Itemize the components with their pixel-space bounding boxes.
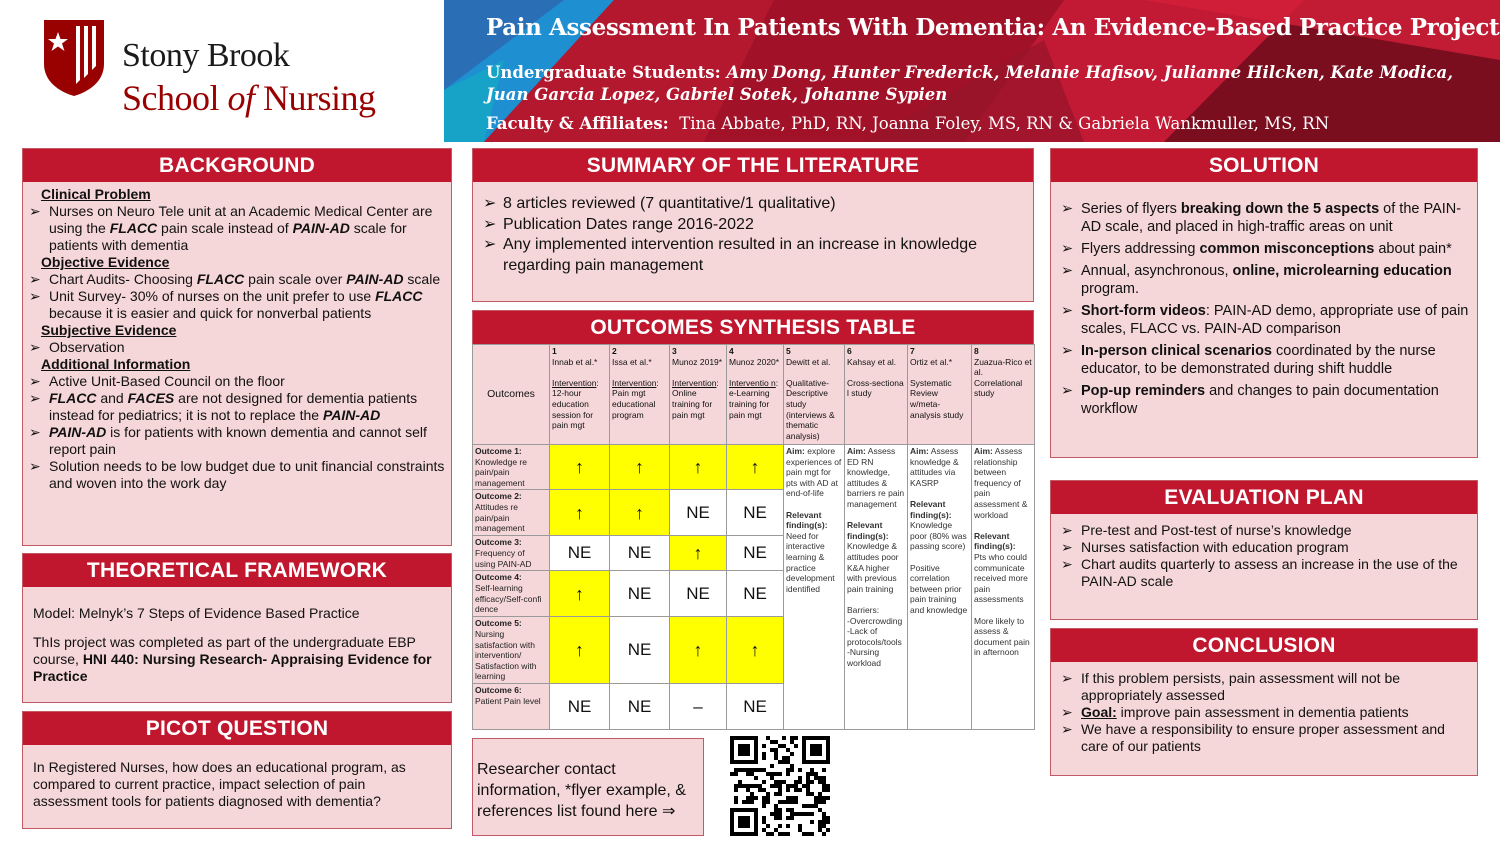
solution-item: ➢ Annual, asynchronous, online, microlearning education program. xyxy=(1059,262,1469,298)
outcome-value: ↑ xyxy=(550,571,610,617)
study-header: 6 Kahsay et al. Cross-sectiona l study xyxy=(845,345,908,445)
solution-item: ➢ In-person clinical scenarios coordinated by the nurse educator, to be demonstrated during shift huddle xyxy=(1059,342,1469,378)
outcome-value: NE xyxy=(610,617,670,684)
conclusion-item: ➢ We have a responsibility to ensure proper assessment and care of our patients xyxy=(1059,721,1469,755)
study-notes: Aim: Assess relationship between frequency of pain assessment & workload Relevant finding(s): Pts who could communicate received more pain assessments More likely to assess & document pain in afternoon xyxy=(972,445,1035,730)
subjective-item: ➢ Observation xyxy=(27,339,445,356)
outcome-value: ↑ xyxy=(727,445,784,490)
solution-item: ➢ Series of flyers breaking down the 5 aspects of the PAIN-AD scale, and placed in high-traffic areas on unit xyxy=(1059,200,1469,236)
outcome-label: Outcome 1: Knowledge re pain/pain management xyxy=(473,445,550,490)
logo-subtitle: School of Nursing xyxy=(122,78,376,118)
outcome-value: NE xyxy=(670,490,727,536)
title-banner xyxy=(444,0,1500,142)
study-header: 1 Innab et al.* Intervention: 12-hour education session for pain mgt xyxy=(550,345,610,445)
outcome-value: ↑ xyxy=(670,617,727,684)
solution-panel xyxy=(1050,148,1478,458)
solution-item: ➢ Flyers addressing common misconceptions about pain* xyxy=(1059,240,1469,258)
theory-model: Model: Melnyk’s 7 Steps of Evidence Based Practice xyxy=(33,605,360,621)
solution-item: ➢ Pop-up reminders and changes to pain documentation workflow xyxy=(1059,382,1469,418)
outcome-value: NE xyxy=(550,684,610,730)
additional-item: ➢ Active Unit-Based Council on the floor xyxy=(27,373,445,390)
qr-code-icon[interactable] xyxy=(730,736,830,836)
study-header: 7 Ortiz et al.* Systematic Review w/meta-analysis study xyxy=(908,345,972,445)
objective-item: ➢ Chart Audits- Choosing FLACC pain scale over PAIN-AD scale xyxy=(27,271,445,288)
students-line: Undergraduate Students: Amy Dong, Hunter Frederick, Melanie Hafisov, Julianne Hilcken, Kate Modica, Juan Garcia Lopez, Gabriel Sotek, Johanne Sypien xyxy=(486,63,1453,104)
outcome-label: Outcome 4: Self-learning efficacy/Self-confi dence xyxy=(473,571,550,617)
conclusion-item: ➢ If this problem persists, pain assessment will not be appropriately assessed xyxy=(1059,670,1469,704)
poster-title: Pain Assessment In Patients With Dementia: An Evidence-Based Practice Project xyxy=(486,14,1500,41)
outcome-label: Outcome 5: Nursing satisfaction with intervention/ Satisfaction with learning xyxy=(473,617,550,684)
study-header: 3 Munoz 2019* Intervention: Online training for pain mgt xyxy=(670,345,727,445)
faculty-line: Faculty & Affiliates: Tina Abbate, PhD, RN, Joanna Foley, MS, RN & Gabriela Wankmuller, MS, RN xyxy=(486,114,1330,133)
clinical-problem-item: ➢ Nurses on Neuro Tele unit at an Academic Medical Center are using the FLACC pain scale instead of PAIN-AD scale for patients with dementia xyxy=(27,203,445,254)
outcome-value: ↑ xyxy=(550,617,610,684)
conclusion-item: ➢ Goal: improve pain assessment in dementia patients xyxy=(1059,704,1469,721)
outcome-value: NE xyxy=(727,571,784,617)
researcher-contact-box: Researcher contact information, *flyer example, & references list found here ⇒ xyxy=(472,738,704,836)
outcome-label: Outcome 6: Patient Pain level xyxy=(473,684,550,730)
outcome-label: Outcome 3: Frequency of using PAIN-AD xyxy=(473,536,550,571)
outcomes-column-header: Outcomes xyxy=(473,345,550,445)
study-notes: Aim: explore experiences of pain mgt for pts with AD at end-of-life Relevant finding(s): Need for interactive learning & practice development identified xyxy=(784,445,845,730)
outcome-value: ↑ xyxy=(670,445,727,490)
study-header: 8 Zuazua-Rico et al. Correlational study xyxy=(972,345,1035,445)
summary-item: ➢ Publication Dates range 2016-2022 xyxy=(481,215,1025,236)
outcome-value: NE xyxy=(727,536,784,571)
outcome-value: ↑ xyxy=(727,617,784,684)
logo-title: Stony Brook xyxy=(122,37,290,74)
outcome-label: Outcome 2: Attitudes re pain/pain management xyxy=(473,490,550,536)
additional-item: ➢ FLACC and FACES are not designed for dementia patients instead for pediatrics; it is not to replace the PAIN-AD xyxy=(27,390,445,424)
additional-info-heading: Additional Information xyxy=(41,356,191,372)
summary-item: ➢ Any implemented intervention resulted in an increase in knowledge regarding pain management xyxy=(481,235,1025,276)
outcome-value: NE xyxy=(550,536,610,571)
theory-course: ThIs project was completed as part of the undergraduate EBP course, HNI 440: Nursing Research- Appraising Evidence for Practice xyxy=(33,634,432,684)
study-notes: Aim: Assess ED RN knowledge, attitudes & barriers re pain management Relevant finding(s): Knowledge & attitudes poor K&A higher with previous pain training Barriers: -Overcrowding -Lack of protocols/tools -Nursing workload xyxy=(845,445,908,730)
clinical-problem-heading: Clinical Problem xyxy=(41,186,151,202)
outcome-value: NE xyxy=(727,490,784,536)
theory-panel xyxy=(22,553,452,703)
picot-heading: PICOT QUESTION xyxy=(23,712,451,745)
study-header: 4 Munoz 2020* Interventio n: e-Learning training for pain mgt xyxy=(727,345,784,445)
conclusion-panel xyxy=(1050,628,1478,776)
study-header: 2 Issa et al.* Intervention: Pain mgt educational program xyxy=(610,345,670,445)
additional-item: ➢ Solution needs to be low budget due to unit financial constraints and woven into the work day xyxy=(27,458,445,492)
objective-item: ➢ Unit Survey- 30% of nurses on the unit prefer to use FLACC because it is easier and quick for nonverbal patients xyxy=(27,288,445,322)
evaluation-item: ➢ Nurses satisfaction with education program xyxy=(1059,539,1469,556)
logo-area xyxy=(0,0,444,140)
conclusion-heading: CONCLUSION xyxy=(1051,629,1477,662)
outcome-value: NE xyxy=(727,684,784,730)
outcome-value: ↑ xyxy=(670,536,727,571)
outcome-value: NE xyxy=(610,684,670,730)
evaluation-panel xyxy=(1050,480,1478,620)
outcome-value: ↑ xyxy=(610,445,670,490)
evaluation-item: ➢ Chart audits quarterly to assess an increase in the use of the PAIN-AD scale xyxy=(1059,556,1469,590)
evaluation-item: ➢ Pre-test and Post-test of nurse’s knowledge xyxy=(1059,522,1469,539)
summary-panel xyxy=(472,148,1034,302)
outcomes-panel-heading xyxy=(472,310,1034,344)
outcome-value: NE xyxy=(670,571,727,617)
background-panel xyxy=(22,148,452,546)
study-header: 5 Dewitt et al. Qualitative-Descriptive study (interviews & thematic analysis) xyxy=(784,345,845,445)
outcome-value: – xyxy=(670,684,727,730)
outcome-value: NE xyxy=(610,571,670,617)
outcome-value: ↑ xyxy=(610,490,670,536)
outcome-value: ↑ xyxy=(550,445,610,490)
outcomes-heading: OUTCOMES SYNTHESIS TABLE xyxy=(473,311,1033,344)
additional-item: ➢ PAIN-AD is for patients with known dementia and cannot self report pain xyxy=(27,424,445,458)
stony-brook-shield-icon xyxy=(44,20,104,96)
objective-evidence-heading: Objective Evidence xyxy=(41,254,170,270)
summary-item: ➢ 8 articles reviewed (7 quantitative/1 qualitative) xyxy=(481,194,1025,215)
outcomes-table xyxy=(472,344,1034,730)
outcome-value: NE xyxy=(610,536,670,571)
outcome-value: ↑ xyxy=(550,490,610,536)
background-heading: BACKGROUND xyxy=(23,149,451,182)
subjective-evidence-heading: Subjective Evidence xyxy=(41,322,177,338)
picot-panel xyxy=(22,711,452,829)
evaluation-heading: EVALUATION PLAN xyxy=(1051,481,1477,514)
theory-heading: THEORETICAL FRAMEWORK xyxy=(23,554,451,587)
solution-item: ➢ Short-form videos: PAIN-AD demo, appropriate use of pain scales, FLACC vs. PAIN-AD comparison xyxy=(1059,302,1469,338)
solution-heading: SOLUTION xyxy=(1051,149,1477,182)
summary-heading: SUMMARY OF THE LITERATURE xyxy=(473,149,1033,182)
picot-question: In Registered Nurses, how does an educational program, as compared to current practice, impact selection of pain assessment tools for patients diagnosed with dementia? xyxy=(33,759,406,809)
study-notes: Aim: Assess knowledge & attitudes via KASRP Relevant finding(s): Knowledge poor (80% was passing score) Positive correlation between prior pain training and knowledge xyxy=(908,445,972,730)
